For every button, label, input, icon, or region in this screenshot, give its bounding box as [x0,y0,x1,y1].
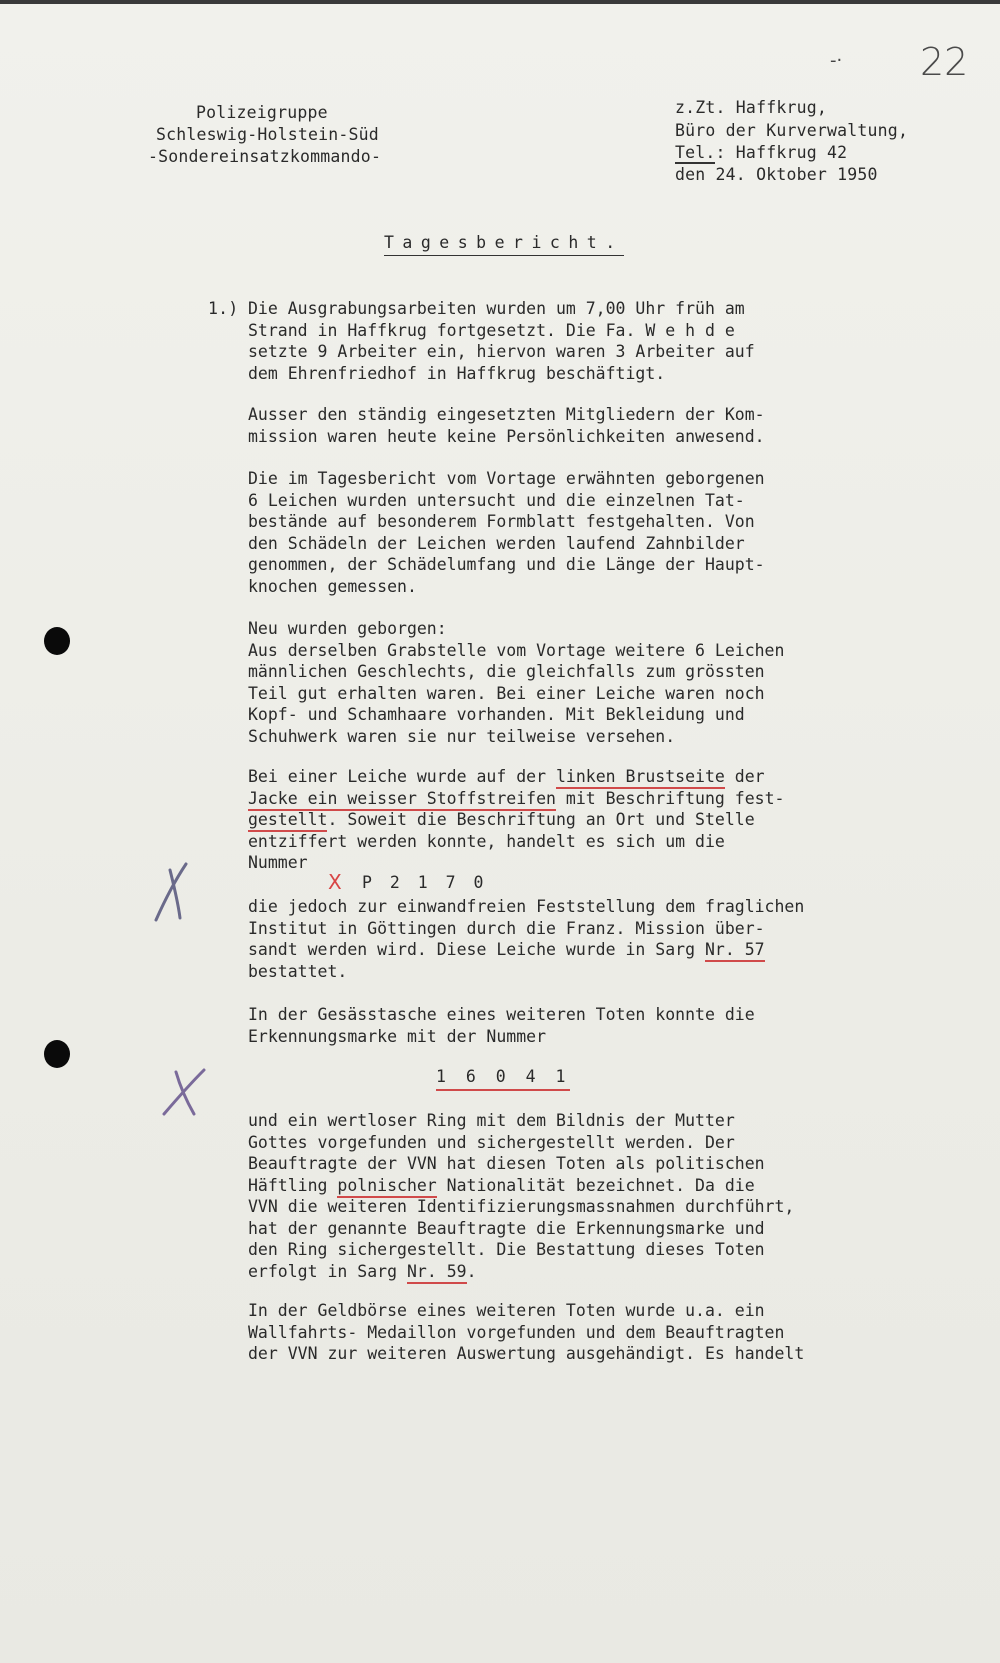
p4-line: männlichen Geschlechts, die gleichfalls zum grössten [248,662,765,681]
header-right-line-3: Tel.: Haffkrug 42 [675,143,848,162]
p8-line: der VVN zur weiteren Auswertung ausgehändigt. Es handelt [248,1344,805,1363]
p4-line: Teil gut erhalten waren. Bei einer Leiche waren noch [248,683,765,703]
paragraph-3 [248,468,765,597]
p2-line: Ausser den ständig eingesetzten Mitgliedern der Kom- [248,405,765,424]
margin-cross-mark-1 [150,862,194,922]
p5-text: der [724,767,765,786]
header-left-line-2: Schleswig-Holstein-Süd [156,125,379,144]
margin-cross-mark-2 [160,1066,208,1118]
header-right-line-1: z.Zt. Haffkrug, [675,98,828,117]
p7-text: erfolgt in Sarg [248,1261,407,1281]
underlined-phrase: polnischer [337,1176,436,1198]
p6-line: Erkennungsmarke mit der Nummer [248,1026,547,1046]
p7-line-3: Beauftragte der VVN hat diesen Toten als politischen [248,1154,765,1173]
underlined-phrase: gestellt [248,810,327,832]
red-x-mark: X [328,870,342,894]
punch-hole-top [44,627,70,655]
p5-line-4: entziffert werden konnte, handelt es sich um die [248,831,725,851]
p1-line: setzte 9 Arbeiter ein, hiervon waren 3 Arbeiter auf [248,342,755,361]
paragraph-5 [248,766,784,874]
p3-line: genommen, der Schädelumfang und die Länge der Haupt- [248,555,765,574]
p7-line-4 [248,1175,794,1197]
paragraph-1 [248,298,755,384]
paragraph-5-cont [248,896,804,982]
badge-number-p2170: P 2 1 7 0 [362,873,488,892]
p5-line-3 [248,809,784,831]
p7-text: Häftling [248,1175,338,1195]
underlined-phrase: Nr. 59 [407,1262,467,1284]
paragraph-4 [248,618,784,747]
page-number: 22 [920,40,969,84]
p8-line: In der Geldbörse eines weiteren Toten wurde u.a. ein [248,1301,765,1320]
corner-mark: -· [830,50,843,71]
p1-line: Die Ausgrabungsarbeiten wurden um 7,00 Uhr früh am [248,299,745,318]
scan-edge [0,0,1000,4]
p5-line-6: die jedoch zur einwandfreien Feststellung dem fraglichen [248,897,805,916]
punch-hole-bottom [44,1040,70,1068]
document-title: Tagesbericht. [384,232,624,256]
p7-text: . [466,1261,477,1281]
p2-line: mission waren heute keine Persönlichkeiten anwesend. [248,426,765,446]
p3-line: bestände auf besonderem Formblatt festgehalten. Von [248,512,755,531]
p3-line: Die im Tagesbericht vom Vortage erwähnten geborgenen [248,469,765,488]
p7-text: Nationalität bezeichnet. Da die [436,1175,755,1195]
header-left-line-1: Polizeigruppe [196,103,328,122]
p5-line-1 [248,766,784,788]
p1-line: dem Ehrenfriedhof in Haffkrug beschäftigt. [248,363,666,383]
header-right-line-2: Büro der Kurverwaltung, [675,121,909,140]
p5-text: mit Beschriftung fest- [555,788,785,808]
p3-line: knochen gemessen. [248,576,417,596]
p5-text: . Soweit die Beschriftung an Ort und Stelle [327,810,755,829]
p1-line: Strand in Haffkrug fortgesetzt. Die Fa. W e h d e [248,320,735,340]
paragraph-2 [248,404,765,447]
p3-line: 6 Leichen wurden untersucht und die einzelnen Tat- [248,490,745,510]
p5-line-2 [248,788,784,810]
p4-line: Neu wurden geborgen: [248,619,447,638]
p7-line-2: Gottes vorgefunden und sichergestellt werden. Der [248,1132,735,1152]
p5-line-7: Institut in Göttingen durch die Franz. Mission über- [248,918,765,938]
p7-line-6: hat der genannte Beauftragte die Erkennungsmarke und [248,1218,765,1238]
p4-line: Schuhwerk waren sie nur teilweise versehen. [248,726,676,746]
p5-line-9: bestattet. [248,961,348,981]
header-left-line-3: -Sondereinsatzkommando- [148,147,382,166]
paragraph-8 [248,1300,804,1365]
p7-line-8 [248,1261,794,1283]
underlined-phrase: Nr. 57 [705,940,765,962]
paragraph-7 [248,1110,794,1282]
underlined-phrase: Jacke ein weisser Stoffstreifen [248,789,556,811]
header-right-line-4: den 24. Oktober 1950 [675,165,878,184]
item-number: 1.) [208,299,239,318]
p3-line: den Schädeln der Leichen werden laufend Zahnbilder [248,533,745,553]
p8-line: Wallfahrts- Medaillon vorgefunden und dem Beauftragten [248,1322,785,1342]
tag-number-16041: 1 6 0 4 1 [436,1066,570,1091]
p5-line-8 [248,939,804,961]
paragraph-6 [248,1004,755,1047]
p6-line: In der Gesässtasche eines weiteren Toten konnte die [248,1005,755,1024]
underlined-phrase: linken Brustseite [556,767,725,789]
p7-line-1: und ein wertloser Ring mit dem Bildnis der Mutter [248,1111,735,1130]
p5-line-5: Nummer [248,853,308,872]
p7-line-7: den Ring sichergestellt. Die Bestattung dieses Toten [248,1240,765,1259]
p5-text: sandt werden wird. Diese Leiche wurde in Sarg [248,940,705,959]
p4-line: Kopf- und Schamhaare vorhanden. Mit Bekleidung und [248,705,745,724]
p7-line-5: VVN die weiteren Identifizierungsmassnahmen durchführt, [248,1197,795,1216]
p4-line: Aus derselben Grabstelle vom Vortage weitere 6 Leichen [248,640,785,660]
p5-text: Bei einer Leiche wurde auf der [248,767,556,786]
